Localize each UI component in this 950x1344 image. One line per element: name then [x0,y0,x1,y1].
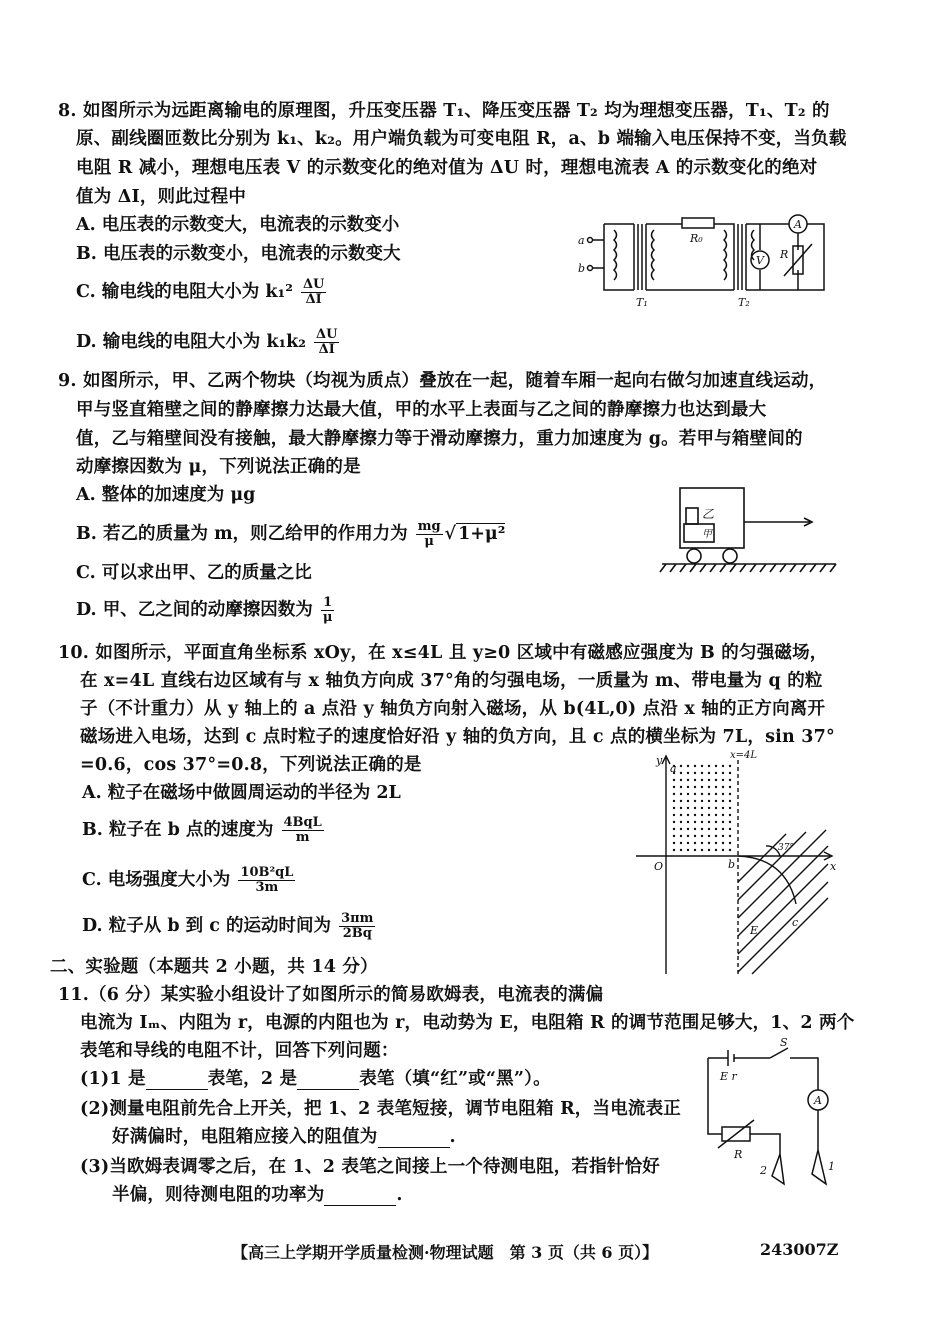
field-dot [687,835,689,837]
field-dot [680,779,682,781]
field-dot [673,786,675,788]
label-jia: 甲 [702,529,712,540]
q10-option-b-text: B. 粒子在 b 点的速度为 [82,820,274,840]
label-r0: R₀ [690,232,703,245]
field-dot [687,842,689,844]
q9-cart-diagram [660,486,840,578]
q11-line-3: 表笔和导线的电阻不计，回答下列问题： [80,1041,399,1061]
field-dot [729,828,731,830]
field-dot [722,779,724,781]
q10-option-c-text: C. 电场强度大小为 [82,870,231,890]
field-dot [701,842,703,844]
q9-d-den: μ [322,610,333,625]
field-dot [701,786,703,788]
q11-sub2-line-1: (2)测量电阻前先合上开关，把 1、2 表笔短接，调节电阻箱 R，当电流表正 [80,1099,682,1119]
label-r: R [734,1148,743,1161]
field-dot [715,779,717,781]
field-dot [715,793,717,795]
q8-line-3: 电阻 R 减小，理想电压表 V 的示数变化的绝对值为 ΔU 时，理想电流表 A 的示数变化的绝对 [76,158,818,178]
field-dot [715,800,717,802]
field-dot [673,800,675,802]
field-dot [708,765,710,767]
block-yi [686,508,698,524]
field-dot [694,821,696,823]
q9-option-b: B. 若乙的质量为 m，则乙给甲的作用力为 $\frac{mg}{\mu}$ √ 1+μ² [76,519,506,549]
q10-field-diagram [636,750,837,976]
q8-option-a: A. 电压表的示数变大，电流表的示数变小 [76,215,400,235]
footer-title: 【高三上学期开学质量检测·物理试题 第 3 页（共 6 页）】 [232,1243,659,1262]
label-1: 1 [828,1160,835,1173]
field-dot [673,849,675,851]
field-dot [694,786,696,788]
field-dot [687,793,689,795]
field-dot [729,849,731,851]
q10-option-c-fraction [238,866,295,895]
label-t2: T₂ [738,296,750,309]
label-b: b [578,262,586,275]
field-dot [673,807,675,809]
q8-line-2: 原、副线圈匝数比分别为 k₁、k₂。用户端负载为可变电阻 R，a、b 端输入电压保持不变，当负载 [76,129,847,149]
field-dot [680,814,682,816]
section-heading: 二、实验题（本题共 2 小题，共 14 分） [50,957,378,977]
q9-line-2: 甲与竖直箱壁之间的静摩擦力达最大值，甲的水平上表面与乙之间的静摩擦力也达到最大 [76,400,767,420]
battery-symbol [728,1050,734,1066]
q9-d-num: 1 [321,596,335,611]
field-dot [729,765,731,767]
field-dot [708,807,710,809]
q11-sub3-text: 半偏，则待测电阻的功率为 [112,1185,325,1205]
q11-sub1-b: 表笔，2 是 [207,1069,298,1089]
field-dot [694,765,696,767]
field-dot [680,807,682,809]
field-dot [722,828,724,830]
q8-option-c [76,278,328,307]
resistor-r0 [682,218,714,228]
field-dot [715,828,717,830]
trajectory-path [738,856,796,904]
field-dot [729,835,731,837]
q9-option-a: A. 整体的加速度为 μg [76,485,256,505]
field-dot [722,793,724,795]
wheel-left [687,549,701,563]
field-dot [694,849,696,851]
q8-transmission-diagram [578,210,834,310]
field-dot [708,835,710,837]
label-ammeter: A [814,1094,822,1107]
q10-line-1: 10. 如图所示，平面直角坐标系 xOy，在 x≤4L 且 y≥0 区域中有磁感应强度为 B 的匀强磁场， [58,643,828,663]
terminal-b [588,266,593,271]
field-dot [722,800,724,802]
field-dot [708,821,710,823]
field-dot [729,807,731,809]
q11-ohmmeter-diagram [700,1038,840,1198]
q11-sub1-c: 表笔（填“红”或“黑”）。 [359,1069,551,1089]
field-dot [708,786,710,788]
field-dot [680,849,682,851]
label-er: E r [720,1070,737,1083]
field-dot [687,786,689,788]
q8-option-c-text: C. 输电线的电阻大小为 k₁² [76,282,293,302]
field-dot [708,772,710,774]
field-dot [680,828,682,830]
field-dot [715,814,717,816]
field-dot [687,821,689,823]
label-o: O [654,860,664,873]
q10-option-b-fraction [282,816,324,845]
field-dot [694,793,696,795]
q10-option-d [82,912,377,941]
wheel-right [723,549,737,563]
label-a: a [670,762,677,775]
field-dot [680,835,682,837]
field-dot [722,765,724,767]
q10-option-d-text: D. 粒子从 b 到 c 的运动时间为 [82,916,331,936]
field-dot [722,814,724,816]
field-dot [694,779,696,781]
q10-d-num: 3πm [341,911,374,926]
q9-b-den: μ [424,534,434,549]
field-dot [708,800,710,802]
field-dot [680,842,682,844]
terminal-a [588,238,593,243]
q10-d-den: 2Bq [342,926,372,941]
q8-d-den: ΔI [318,342,335,357]
footer-code: 243007Z [760,1240,839,1259]
field-dot [722,821,724,823]
field-dot [694,814,696,816]
field-dot [687,814,689,816]
q8-option-d-text: D. 输电线的电阻大小为 k₁k₂ [76,332,306,352]
field-dot [701,765,703,767]
label-2: 2 [760,1164,767,1177]
field-dot [708,779,710,781]
q11-line-2: 电流为 Iₘ、内阻为 r，电源的内阻也为 r，电动势为 E，电阻箱 R 的调节范围足够大，1、2 两个 [80,1013,855,1033]
q9-line-3: 值，乙与箱壁间没有接触，最大静摩擦力等于滑动摩擦力，重力加速度为 g。若甲与箱壁间的 [76,429,803,449]
label-x: x [830,860,837,873]
q10-b-num: 4BqL [283,815,322,830]
field-dot [701,800,703,802]
q8-c-den: ΔI [305,292,322,307]
q10-option-a: A. 粒子在磁场中做圆周运动的半径为 2L [82,783,401,803]
field-dot [708,842,710,844]
field-dot [701,821,703,823]
field-dot [687,807,689,809]
label-t1: T₁ [636,296,648,309]
field-dot [687,779,689,781]
q8-line-1: 8. 如图所示为远距离输电的原理图，升压变压器 T₁、降压变压器 T₂ 均为理想变压器，T₁、T₂ 的 [58,101,830,121]
label-voltmeter: V [756,254,764,267]
q8-line-4: 值为 ΔI，则此过程中 [76,187,247,207]
q8-option-d [76,328,341,357]
field-dot [680,765,682,767]
q11-sub3-line-1: (3)当欧姆表调零之后，在 1、2 表笔之间接上一个待测电阻，若指针恰好 [80,1157,660,1177]
field-dot [694,800,696,802]
field-dot [673,814,675,816]
q10-line-3: 子（不计重力）从 y 轴上的 a 点沿 y 轴负方向射入磁场，从 b(4L,0) 点沿 x 轴的正方向离开 [80,699,826,719]
q9-line-4: 动摩擦因数为 μ，下列说法正确的是 [76,457,361,477]
field-dot [715,786,717,788]
field-dot [708,814,710,816]
label-s: S [780,1036,788,1049]
field-dot [715,807,717,809]
field-dot [708,849,710,851]
q10-b-den: m [295,830,310,845]
field-dot [687,765,689,767]
q8-option-c-fraction [301,278,326,307]
q9-option-d-fraction [321,596,335,625]
label-yi: 乙 [702,507,715,521]
q9-b-num: mg [417,519,441,534]
field-dot [673,821,675,823]
field-dot [701,849,703,851]
field-dot [680,786,682,788]
field-dot [701,793,703,795]
field-dot [701,828,703,830]
q9-option-d-text: D. 甲、乙之间的动摩擦因数为 [76,600,313,620]
q8-option-b: B. 电压表的示数变小，电流表的示数变大 [76,244,401,264]
magnetic-field-dots [673,765,731,851]
field-dot [687,772,689,774]
q10-line-2: 在 x=4L 直线右边区域有与 x 轴负方向成 37°角的匀强电场，一质量为 m、带电量为 q 的粒 [80,671,823,691]
field-dot [729,793,731,795]
field-dot [715,821,717,823]
field-dot [722,786,724,788]
label-angle: 37° [778,843,794,853]
label-e: E [750,924,759,937]
q11-sub1-a: (1)1 是 [80,1069,146,1089]
q8-option-d-fraction [314,328,339,357]
field-dot [687,849,689,851]
q9-line-1: 9. 如图所示，甲、乙两个物块（均视为质点）叠放在一起，随着车厢一起向右做匀加速直线运动， [58,371,827,391]
field-dot [715,765,717,767]
q11-sub2-line-2: 好满偏时，电阻箱应接入的阻值为 . [112,1127,456,1147]
field-dot [708,793,710,795]
q10-c-den: 3m [255,880,279,895]
q10-c-num: 10B²qL [240,865,294,880]
probe-1 [812,1150,826,1184]
q11-line-1: 11.（6 分）某实验小组设计了如图所示的简易欧姆表，电流表的满偏 [58,985,604,1005]
label-a: a [578,234,585,247]
field-dot [694,828,696,830]
field-dot [680,793,682,795]
field-dot [715,835,717,837]
field-dot [680,772,682,774]
q9-option-b-fraction [416,520,443,549]
q11-blank-4[interactable] [324,1189,396,1206]
field-dot [729,814,731,816]
field-dot [729,842,731,844]
q11-sub2-text: 好满偏时，电阻箱应接入的阻值为 [112,1127,378,1147]
q10-line-5: =0.6，cos 37°=0.8，下列说法正确的是 [80,755,422,775]
field-dot [729,772,731,774]
label-c: c [792,916,799,929]
field-dot [715,842,717,844]
q11-blank-3[interactable] [378,1131,450,1148]
label-ammeter: A [794,218,802,231]
field-dot [722,842,724,844]
q11-blank-2[interactable] [297,1073,359,1090]
label-y: y [656,754,663,767]
label-r: R [780,248,789,261]
field-dot [722,849,724,851]
field-dot [687,828,689,830]
field-dot [701,779,703,781]
field-dot [729,779,731,781]
field-dot [701,835,703,837]
field-dot [701,807,703,809]
q11-blank-1[interactable] [146,1073,208,1090]
field-dot [715,772,717,774]
q10-option-b [82,816,326,845]
q10-option-d-fraction [339,912,375,941]
probe-2 [772,1154,784,1184]
q8-c-num: ΔU [302,277,325,292]
q10-option-c [82,866,297,895]
q8-d-num: ΔU [316,327,338,342]
q10-line-4: 磁场进入电场，达到 c 点时粒子的速度恰好沿 y 轴的负方向，且 c 点的横坐标为 7L，sin 37° [80,727,835,747]
field-dot [694,772,696,774]
q11-sub1 [80,1068,551,1090]
q9-b-sqrt: 1+μ² [458,524,506,544]
field-dot [701,814,703,816]
field-dot [722,835,724,837]
switch-s [770,1048,788,1058]
field-dot [715,849,717,851]
q11-sub3-line-2: 半偏，则待测电阻的功率为 . [112,1185,403,1205]
field-dot [694,835,696,837]
field-dot [694,842,696,844]
q9-option-d [76,596,336,625]
field-dot [701,772,703,774]
field-dot [729,786,731,788]
field-dot [687,800,689,802]
field-dot [673,779,675,781]
field-dot [729,800,731,802]
field-dot [722,772,724,774]
q9-option-b-text: B. 若乙的质量为 m，则乙给甲的作用力为 [76,524,408,544]
field-dot [708,828,710,830]
label-x-4l: x=4L [730,750,758,761]
field-dot [722,807,724,809]
q9-option-c: C. 可以求出甲、乙的质量之比 [76,563,312,583]
field-dot [680,800,682,802]
field-dot [694,807,696,809]
label-b: b [728,858,736,871]
field-dot [729,821,731,823]
field-dot [673,793,675,795]
field-dot [673,842,675,844]
field-dot [673,828,675,830]
field-dot [673,835,675,837]
field-dot [680,821,682,823]
